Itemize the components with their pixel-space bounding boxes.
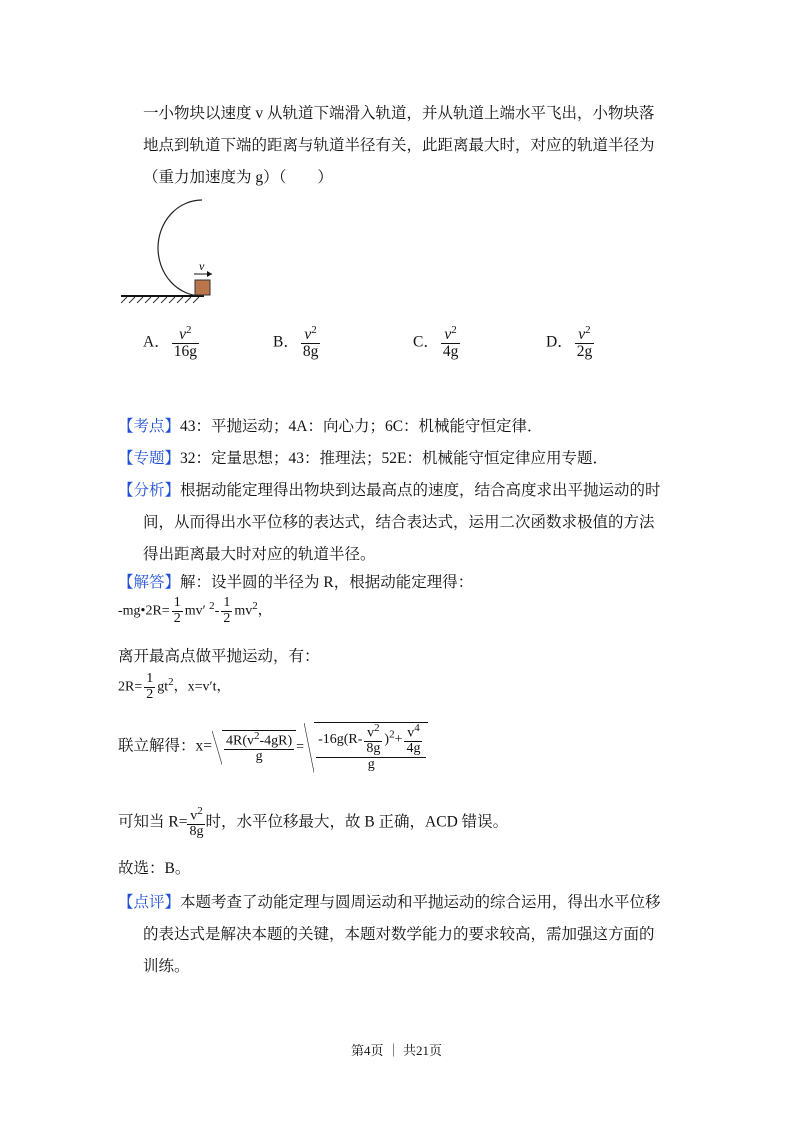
eq-exp: 2 — [374, 722, 380, 734]
eq-den: 2 — [173, 610, 181, 626]
jieda-line-2: 离开最高点做平抛运动，有： — [118, 648, 320, 665]
kaodian — [118, 414, 543, 436]
eq-text: v — [367, 725, 375, 741]
option-num: v — [444, 326, 452, 344]
option-den: 4g — [442, 343, 459, 361]
jieda-text: 解：设半圆的半径为 R，根据动能定理得： — [180, 574, 474, 591]
eq-text: -16g(R- — [318, 732, 363, 748]
option-num: v — [179, 326, 187, 344]
jieda-tag: 【解答】 — [118, 574, 181, 591]
eq-text: 时，水平位移最大，故 B 正确，ACD 错误。 — [205, 813, 509, 831]
zhuanti-tag: 【专题】 — [118, 450, 181, 467]
eq-num: 1 — [173, 595, 181, 610]
eq-den: 8g — [189, 824, 204, 840]
option-b[interactable] — [273, 325, 322, 361]
page-footer: 第4页 ｜ 共21页 — [350, 1043, 442, 1058]
option-letter: C． — [413, 333, 439, 351]
option-den: 16g — [173, 343, 197, 361]
eq-exp: 2 — [168, 675, 174, 688]
option-a[interactable] — [143, 325, 201, 361]
option-num: v — [578, 326, 586, 344]
eq-text: -mg•2R= — [118, 603, 170, 619]
zhuanti-text: 32：定量思想；43：推理法；52E：机械能守恒定律应用专题． — [180, 450, 608, 467]
option-d[interactable] — [546, 325, 596, 361]
kaodian-tag: 【考点】 — [118, 418, 181, 435]
eq-exp: 2 — [389, 728, 395, 741]
eq-text: mv — [234, 603, 253, 619]
option-letter: D． — [546, 333, 573, 351]
equation-solution — [118, 722, 428, 773]
sqrt-2 — [314, 722, 428, 773]
eq-text: ， — [257, 603, 272, 619]
eq-exp: 2 — [209, 599, 215, 612]
fenxi — [118, 478, 661, 500]
eq-text: mv′ — [184, 603, 206, 619]
dianping-tag: 【点评】 — [118, 894, 181, 911]
eq-text: v — [407, 725, 415, 741]
dianping-line: 训练。 — [143, 958, 190, 975]
option-den: 2g — [576, 343, 593, 361]
option-exp: 2 — [585, 324, 591, 336]
eq-den: g — [367, 757, 375, 773]
eq-den: 2 — [146, 686, 154, 702]
option-exp: 2 — [186, 324, 192, 336]
eq-den: 2 — [223, 610, 231, 626]
fenxi-tag: 【分析】 — [118, 482, 181, 499]
velocity-label: v — [199, 259, 205, 273]
eq-exp: 2 — [197, 805, 203, 817]
question-line-1: 一小物块以速度 v 从轨道下端滑入轨道，并从轨道上端水平飞出，小物块落 — [143, 105, 655, 122]
equation-conclusion — [118, 806, 508, 840]
fenxi-line: 得出距离最大时对应的轨道半径。 — [143, 546, 376, 563]
zhuanti — [118, 446, 608, 468]
eq-text: 4R(v — [226, 733, 254, 749]
dianping-line: 的表达式是解决本题的关键，本题对数学能力的要求较高，需加强这方面的 — [143, 926, 655, 943]
eq-den: g — [255, 749, 263, 765]
equation-projectile — [118, 672, 230, 702]
eq-text: 2R= — [118, 679, 143, 695]
eq-text: ，x=v′t， — [173, 679, 231, 695]
eq-text: ) — [384, 732, 390, 748]
eq-exp: 2 — [254, 729, 260, 742]
eq-den: 8g — [366, 741, 381, 757]
eq-text: = — [296, 739, 305, 755]
eq-den: 4g — [406, 741, 421, 757]
eq-text: + — [394, 732, 403, 748]
dianping — [118, 890, 661, 912]
track-figure — [118, 195, 268, 305]
option-c[interactable] — [413, 325, 462, 361]
eq-exp: 4 — [414, 722, 420, 734]
equation-energy — [118, 596, 272, 626]
sqrt-1 — [222, 730, 296, 765]
option-den: 8g — [302, 343, 319, 361]
eq-exp: 2 — [252, 599, 258, 612]
fenxi-line: 根据动能定理得出物块到达最高点的速度，结合高度求出平抛运动的时 — [180, 482, 661, 499]
option-exp: 2 — [311, 324, 317, 336]
kaodian-text: 43：平抛运动；4A：向心力；6C：机械能守恒定律． — [180, 418, 543, 435]
question-line-2: 地点到轨道下端的距离与轨道半径有关，此距离最大时，对应的轨道半径为 — [143, 137, 655, 154]
eq-num: 1 — [223, 595, 231, 610]
fenxi-line: 间，从而得出水平位移的表达式，结合表达式，运用二次函数求极值的方法 — [143, 514, 655, 531]
eq-text: 可知当 R= — [118, 813, 188, 831]
jieda — [118, 570, 473, 592]
option-letter: A． — [143, 333, 170, 351]
option-letter: B． — [273, 333, 299, 351]
option-exp: 2 — [451, 324, 457, 336]
eq-text: 联立解得：x= — [118, 737, 212, 755]
eq-text: v — [190, 808, 198, 824]
eq-num: 1 — [146, 671, 154, 686]
question-line-3: （重力加速度为 g）（ ） — [143, 169, 333, 186]
answer: 故选：B。 — [118, 860, 191, 877]
eq-text: -4gR) — [259, 733, 293, 749]
eq-text: gt — [157, 679, 169, 695]
eq-text: - — [214, 603, 220, 619]
option-num: v — [304, 326, 312, 344]
dianping-line: 本题考查了动能定理与圆周运动和平抛运动的综合运用，得出水平位移 — [180, 894, 661, 911]
block — [195, 280, 210, 295]
